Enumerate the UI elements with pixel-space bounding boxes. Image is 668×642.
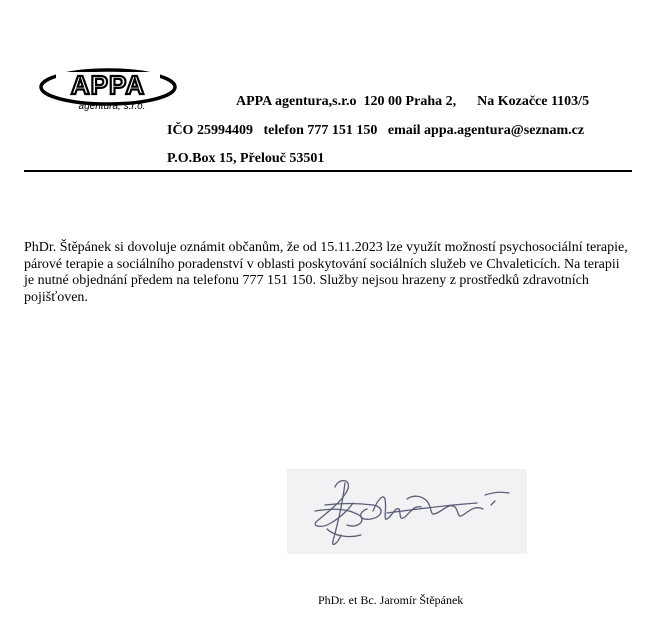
svg-text:agentura, s.r.o.: agentura, s.r.o. bbox=[78, 101, 146, 112]
header-divider bbox=[24, 170, 632, 172]
letterhead-contact-line: IČO 25994409 telefon 777 151 150 email appa.agentura@seznam.cz bbox=[167, 123, 585, 138]
signatory-name: PhDr. et Bc. Jaromír Štěpánek bbox=[318, 593, 464, 607]
handwritten-signature bbox=[287, 469, 527, 554]
appa-logo-graphic bbox=[38, 66, 178, 114]
appa-logo bbox=[38, 66, 178, 114]
announcement-paragraph: PhDr. Štěpánek si dovoluje oznámit občanům, že od 15.11.2023 lze využít možností psychosociální terapie, párové terapie a sociálního poradenství v oblasti poskytování sociálních služeb ve Chvaleticích. Na terapii je nutné objednání předem na telefonu 777 151 150. Služby nejsou hrazeny z prostředků zdravotních pojišťoven. bbox=[24, 240, 628, 305]
svg-text:APPA: APPA bbox=[70, 70, 146, 100]
signature-scribble bbox=[287, 469, 527, 554]
letterhead-address-line: APPA agentura,s.r.o 120 00 Praha 2, Na Kozačce 1103/5 bbox=[236, 94, 590, 109]
letterhead-pobox-line: P.O.Box 15, Přelouč 53501 bbox=[167, 151, 325, 166]
